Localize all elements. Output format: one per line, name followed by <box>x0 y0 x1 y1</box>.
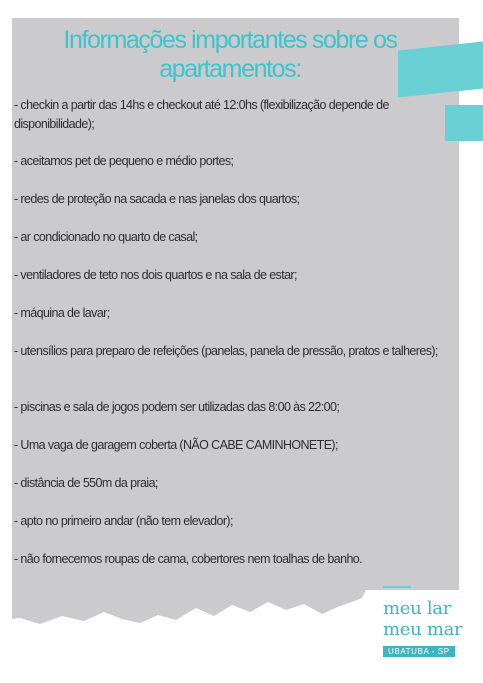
list-item: - não fornecemos roupas de cama, cobertores nem toalhas de banho. <box>14 552 363 566</box>
list-item: - apto no primeiro andar (não tem elevador); <box>14 514 233 528</box>
list-item: - utensílios para preparo de refeições (panelas, panela de pressão, pratos e talheres); <box>14 344 438 358</box>
list-item: - ar condicionado no quarto de casal; <box>14 230 198 244</box>
logo-accent-bar <box>383 586 411 588</box>
list-item: - aceitamos pet de pequeno e médio portes; <box>14 154 234 168</box>
list-item: - máquina de lavar; <box>14 306 110 320</box>
list-item: - piscinas e sala de jogos podem ser utilizadas das 8:00 às 22:00; <box>14 400 340 414</box>
list-item: - redes de proteção na sacada e nas janelas dos quartos; <box>14 192 300 206</box>
logo-line-1: meu lar <box>383 598 452 619</box>
logo-line-2: meu mar <box>383 619 463 640</box>
list-item: - Uma vaga de garagem coberta (NÃO CABE CAMINHONETE); <box>14 438 338 452</box>
list-item: - distância de 550m da praia; <box>14 476 158 490</box>
list-item: - checkin a partir das 14hs e checkout até 12:0hs (flexibilização depende de disponibilidade); <box>14 98 389 131</box>
brand-logo <box>383 586 475 659</box>
list-item: - ventiladores de teto nos dois quartos e na sala de estar; <box>14 268 297 282</box>
logo-tagline: UBATUBA - SP <box>383 646 455 657</box>
page-title: Informações importantes sobre os apartamentos: <box>63 26 397 83</box>
